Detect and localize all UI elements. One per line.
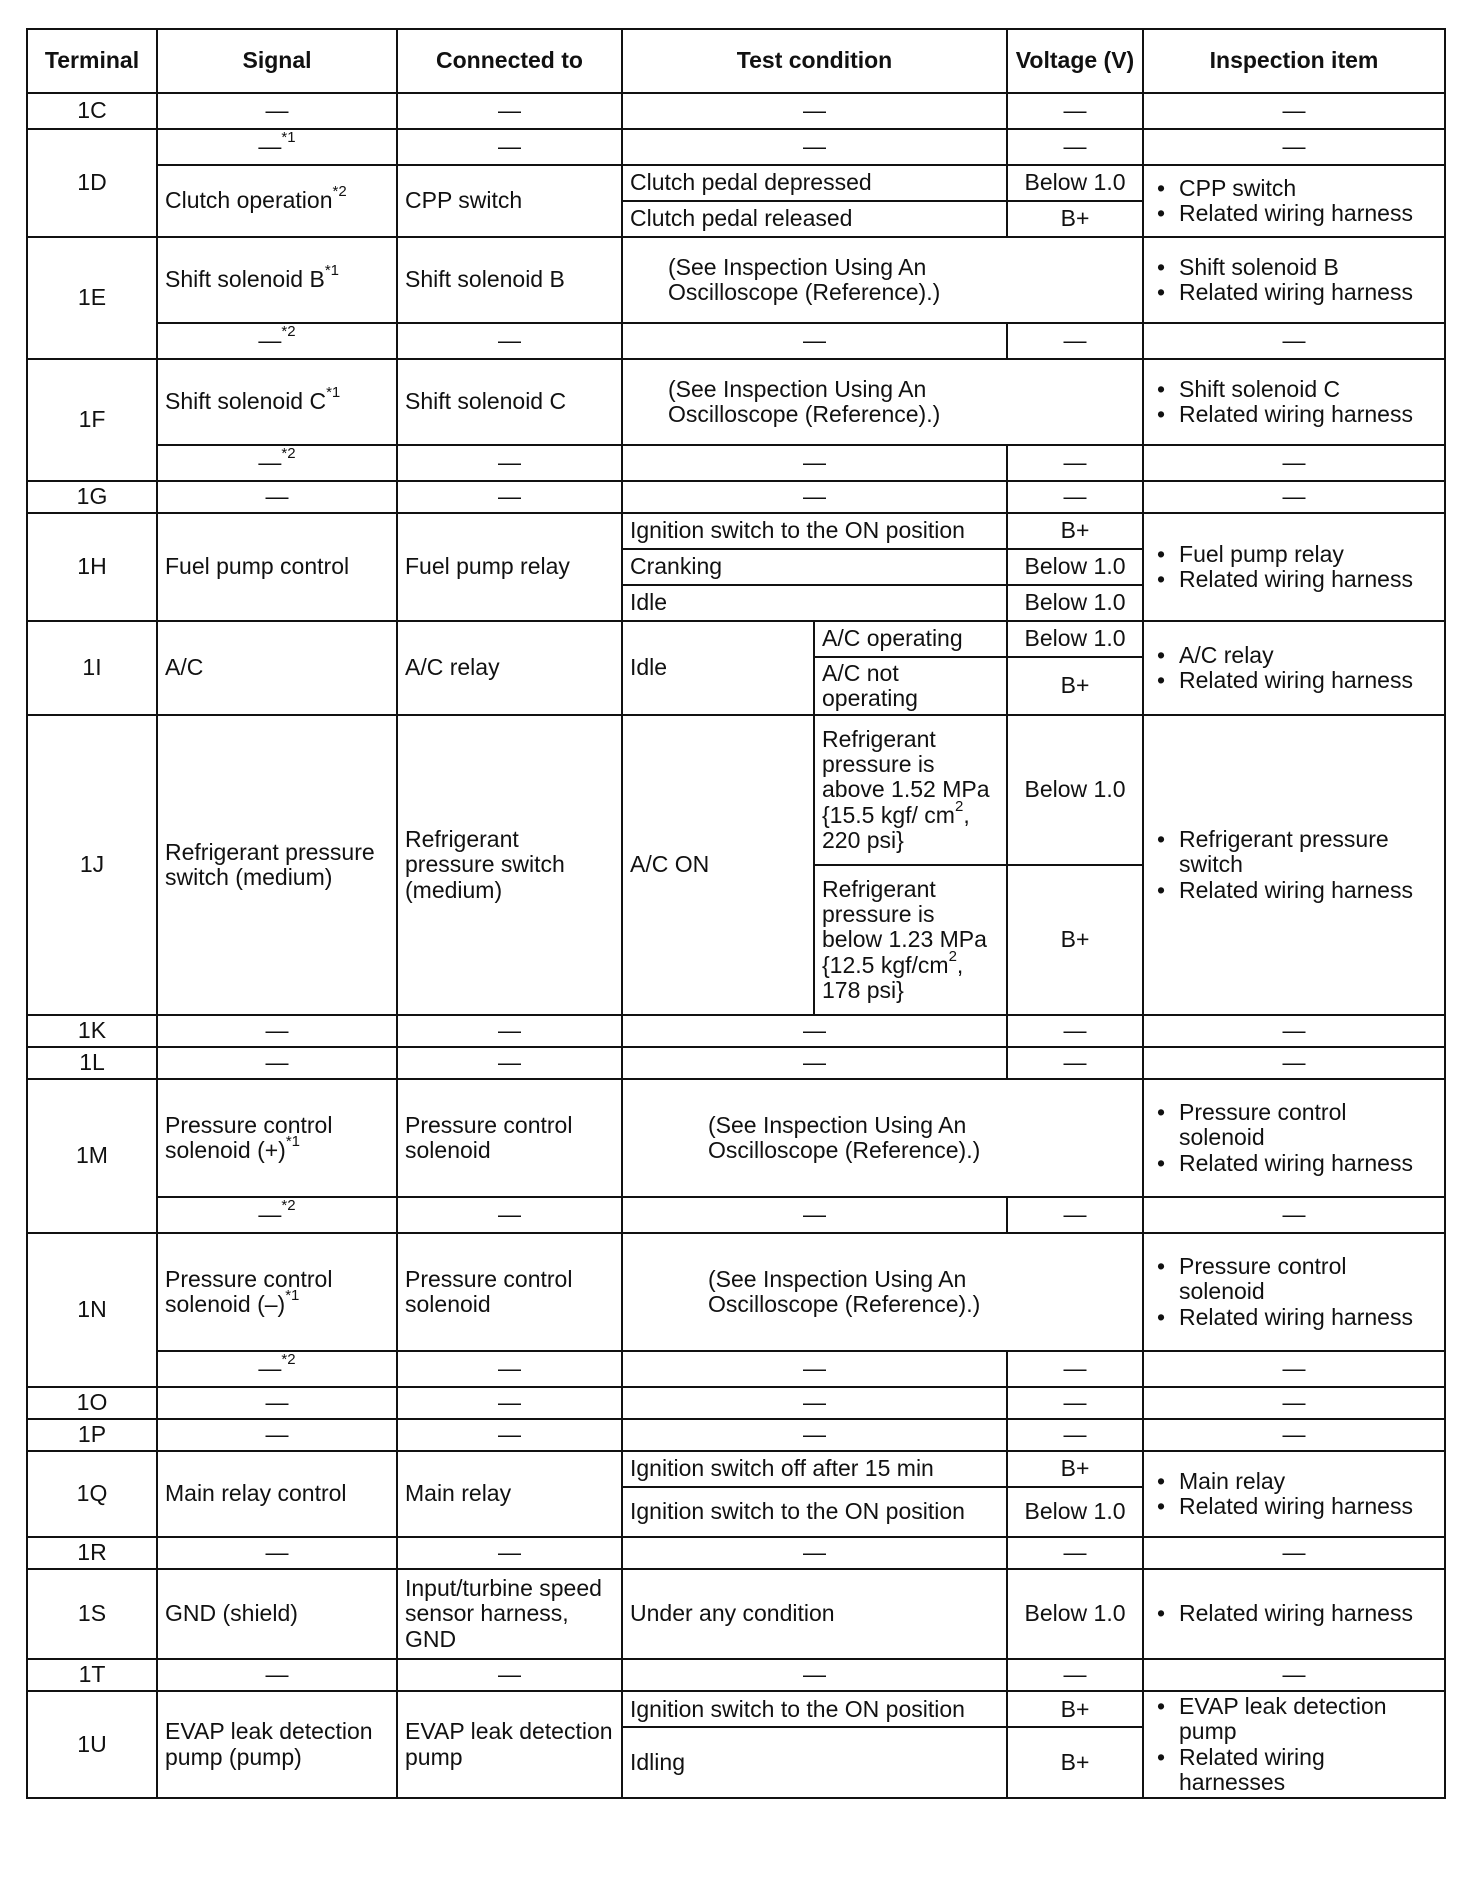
table-row <box>27 1451 1445 1487</box>
test-subcell <box>814 865 1007 1015</box>
list-item: • Related wiring harness <box>1151 878 1437 903</box>
voltage-cell: Below 1.0 <box>1007 549 1143 585</box>
connected-cell: — <box>397 481 622 513</box>
connected-cell: — <box>397 445 622 481</box>
subcell-text: Refrigerant pressure is above 1.52 MPa {15.5 kgf/ cm <box>822 725 990 828</box>
table-row <box>27 445 1445 481</box>
list-item: • Related wiring harness <box>1151 201 1437 226</box>
connected-cell: — <box>397 1047 622 1079</box>
voltage-cell: B+ <box>1007 1451 1143 1487</box>
superscript: 2 <box>948 947 957 965</box>
inspection-cell <box>1143 621 1445 715</box>
inspection-cell: — <box>1143 481 1445 513</box>
terminal-table <box>26 28 1446 1799</box>
signal-cell <box>157 237 397 323</box>
signal-text: Shift solenoid B <box>165 266 325 293</box>
table-row <box>27 1537 1445 1569</box>
test-subcell <box>814 715 1007 865</box>
footnote-mark: *1 <box>285 1287 300 1304</box>
connected-cell: Shift solenoid B <box>397 237 622 323</box>
footnote-mark: *1 <box>326 384 341 402</box>
footnote-mark: *1 <box>281 129 296 147</box>
test-cell: — <box>622 1015 1007 1047</box>
list-item: • Related wiring harness <box>1151 567 1437 592</box>
test-subcell: A/C not operating <box>814 657 1007 715</box>
terminal-cell: 1G <box>27 481 157 513</box>
connected-cell: — <box>397 1387 622 1419</box>
test-cell: Ignition switch to the ON position <box>622 1487 1007 1537</box>
voltage-cell: — <box>1007 1419 1143 1451</box>
inspection-cell <box>1143 513 1445 621</box>
terminal-cell: 1I <box>27 621 157 715</box>
list-item: • Related wiring harness <box>1151 402 1437 427</box>
voltage-cell: Below 1.0 <box>1007 715 1143 865</box>
inspection-cell: — <box>1143 1047 1445 1079</box>
inspection-cell <box>1143 1691 1445 1798</box>
table-row <box>27 1419 1445 1451</box>
table-row <box>27 129 1445 165</box>
test-cell: — <box>622 129 1007 165</box>
signal-text: Clutch operation <box>165 187 333 214</box>
terminal-cell: 1E <box>27 237 157 359</box>
table-row <box>27 1079 1445 1197</box>
connected-cell: Main relay <box>397 1451 622 1537</box>
inspection-cell <box>1143 165 1445 237</box>
voltage-cell: B+ <box>1007 1727 1143 1798</box>
inspection-list <box>1151 643 1437 694</box>
signal-cell <box>157 165 397 237</box>
inspection-cell: — <box>1143 93 1445 129</box>
test-cell: Idle <box>622 621 814 715</box>
test-cell: (See Inspection Using An Oscilloscope (Reference).) <box>622 1233 1143 1351</box>
table-row <box>27 1691 1445 1727</box>
test-cell: — <box>622 1351 1007 1387</box>
terminal-cell: 1C <box>27 93 157 129</box>
signal-cell: — <box>157 1419 397 1451</box>
header-terminal: Terminal <box>27 29 157 93</box>
inspection-cell: — <box>1143 1197 1445 1233</box>
voltage-cell: Below 1.0 <box>1007 585 1143 621</box>
test-cell: (See Inspection Using An Oscilloscope (Reference).) <box>622 359 1143 445</box>
table-row <box>27 359 1445 445</box>
inspection-cell: — <box>1143 1537 1445 1569</box>
terminal-table-sheet <box>26 28 1444 1799</box>
voltage-cell: — <box>1007 323 1143 359</box>
footnote-mark: *2 <box>281 1351 296 1369</box>
inspection-cell: — <box>1143 1387 1445 1419</box>
signal-cell <box>157 1197 397 1233</box>
voltage-cell: Below 1.0 <box>1007 621 1143 657</box>
inspection-cell: — <box>1143 129 1445 165</box>
terminal-cell: 1K <box>27 1015 157 1047</box>
test-cell: (See Inspection Using An Oscilloscope (Reference).) <box>622 1079 1143 1197</box>
test-cell: — <box>622 323 1007 359</box>
table-row <box>27 165 1445 201</box>
inspection-cell <box>1143 359 1445 445</box>
connected-cell: Input/turbine speed sensor harness, GND <box>397 1569 622 1659</box>
terminal-cell: 1U <box>27 1691 157 1798</box>
voltage-cell: — <box>1007 481 1143 513</box>
terminal-cell: 1L <box>27 1047 157 1079</box>
test-cell: — <box>622 1537 1007 1569</box>
footnote-mark: *2 <box>332 183 347 201</box>
voltage-cell: — <box>1007 93 1143 129</box>
list-item: • Shift solenoid C <box>1151 377 1437 402</box>
test-cell: — <box>622 1659 1007 1691</box>
footnote-mark: *2 <box>281 1197 296 1215</box>
inspection-list <box>1151 1254 1437 1330</box>
test-cell: A/C ON <box>622 715 814 1015</box>
voltage-cell: B+ <box>1007 513 1143 549</box>
connected-cell: Shift solenoid C <box>397 359 622 445</box>
connected-cell: Pressure control solenoid <box>397 1233 622 1351</box>
connected-cell: Pressure control solenoid <box>397 1079 622 1197</box>
test-cell: Idling <box>622 1727 1007 1798</box>
voltage-cell: — <box>1007 1351 1143 1387</box>
list-item: • Pressure control solenoid <box>1151 1254 1437 1305</box>
list-item: • Related wiring harness <box>1151 280 1437 305</box>
voltage-cell: — <box>1007 1659 1143 1691</box>
connected-cell: EVAP leak detection pump <box>397 1691 622 1798</box>
voltage-cell: — <box>1007 129 1143 165</box>
signal-cell <box>157 1079 397 1197</box>
inspection-list <box>1151 377 1437 428</box>
header-test: Test condition <box>622 29 1007 93</box>
dash-text: — <box>258 449 282 476</box>
inspection-list <box>1151 255 1437 306</box>
signal-cell <box>157 359 397 445</box>
signal-cell: GND (shield) <box>157 1569 397 1659</box>
list-item: • Main relay <box>1151 1469 1437 1494</box>
signal-cell: — <box>157 1047 397 1079</box>
signal-cell: Refrigerant pressure switch (medium) <box>157 715 397 1015</box>
test-cell: — <box>622 1047 1007 1079</box>
connected-cell: — <box>397 323 622 359</box>
connected-cell: — <box>397 93 622 129</box>
list-item: • Related wiring harness <box>1151 1151 1437 1176</box>
table-row <box>27 1351 1445 1387</box>
connected-cell: — <box>397 1351 622 1387</box>
signal-cell: — <box>157 481 397 513</box>
table-row <box>27 1569 1445 1659</box>
table-row <box>27 1047 1445 1079</box>
voltage-cell: — <box>1007 1015 1143 1047</box>
inspection-cell: — <box>1143 445 1445 481</box>
inspection-cell: — <box>1143 1659 1445 1691</box>
list-item: • EVAP leak detection pump <box>1151 1694 1437 1745</box>
dash-text: — <box>258 133 282 160</box>
test-cell: (See Inspection Using An Oscilloscope (Reference).) <box>622 237 1143 323</box>
table-row <box>27 1197 1445 1233</box>
test-cell: Ignition switch off after 15 min <box>622 1451 1007 1487</box>
test-cell: Cranking <box>622 549 1007 585</box>
terminal-cell: 1J <box>27 715 157 1015</box>
connected-cell: CPP switch <box>397 165 622 237</box>
signal-text: Pressure control solenoid (+) <box>165 1111 333 1163</box>
list-item: • Related wiring harness <box>1151 1601 1437 1626</box>
dash-text: — <box>258 1201 282 1228</box>
terminal-cell: 1O <box>27 1387 157 1419</box>
signal-text: Pressure control solenoid (–) <box>165 1265 333 1317</box>
connected-cell: A/C relay <box>397 621 622 715</box>
voltage-cell: — <box>1007 1387 1143 1419</box>
table-row <box>27 93 1445 129</box>
subcell-text: Refrigerant pressure is below 1.23 MPa {12.5 kgf/cm <box>822 875 987 978</box>
header-voltage: Voltage (V) <box>1007 29 1143 93</box>
inspection-cell: — <box>1143 1015 1445 1047</box>
test-cell: — <box>622 1419 1007 1451</box>
connected-cell: Fuel pump relay <box>397 513 622 621</box>
test-cell: Idle <box>622 585 1007 621</box>
signal-cell: A/C <box>157 621 397 715</box>
header-inspection: Inspection item <box>1143 29 1445 93</box>
inspection-list <box>1151 1100 1437 1176</box>
connected-cell: — <box>397 1197 622 1233</box>
table-row <box>27 715 1445 865</box>
inspection-list <box>1151 827 1437 903</box>
voltage-cell: — <box>1007 1047 1143 1079</box>
connected-cell: Refrigerant pressure switch (medium) <box>397 715 622 1015</box>
voltage-cell: B+ <box>1007 201 1143 237</box>
inspection-cell <box>1143 1569 1445 1659</box>
list-item: • Related wiring harness <box>1151 1305 1437 1330</box>
table-row <box>27 323 1445 359</box>
signal-cell <box>157 445 397 481</box>
signal-cell: EVAP leak detection pump (pump) <box>157 1691 397 1798</box>
signal-cell <box>157 129 397 165</box>
signal-cell <box>157 1351 397 1387</box>
voltage-cell: — <box>1007 445 1143 481</box>
footnote-mark: *2 <box>281 445 296 463</box>
test-cell: — <box>622 93 1007 129</box>
table-row <box>27 621 1445 657</box>
inspection-cell: — <box>1143 323 1445 359</box>
signal-cell: Fuel pump control <box>157 513 397 621</box>
table-row <box>27 1387 1445 1419</box>
connected-cell: — <box>397 129 622 165</box>
footnote-mark: *1 <box>324 262 340 280</box>
inspection-cell <box>1143 1451 1445 1537</box>
signal-cell: — <box>157 1537 397 1569</box>
table-row <box>27 1233 1445 1351</box>
signal-cell <box>157 1233 397 1351</box>
voltage-cell: — <box>1007 1537 1143 1569</box>
inspection-cell <box>1143 1079 1445 1197</box>
terminal-cell: 1R <box>27 1537 157 1569</box>
table-row <box>27 1659 1445 1691</box>
list-item: • Refrigerant pressure switch <box>1151 827 1437 878</box>
inspection-cell <box>1143 237 1445 323</box>
list-item: • Related wiring harness <box>1151 1494 1437 1519</box>
terminal-cell: 1M <box>27 1079 157 1233</box>
subcell-text: , 220 psi} <box>822 801 970 853</box>
signal-cell: — <box>157 1387 397 1419</box>
list-item: • Shift solenoid B <box>1151 255 1437 280</box>
test-cell: — <box>622 1197 1007 1233</box>
inspection-cell: — <box>1143 1419 1445 1451</box>
test-cell: Ignition switch to the ON position <box>622 513 1007 549</box>
inspection-cell <box>1143 715 1445 1015</box>
voltage-cell: B+ <box>1007 657 1143 715</box>
voltage-cell: B+ <box>1007 1691 1143 1727</box>
list-item: • CPP switch <box>1151 176 1437 201</box>
header-row <box>27 29 1445 93</box>
inspection-cell <box>1143 1233 1445 1351</box>
signal-cell: — <box>157 1015 397 1047</box>
voltage-cell: — <box>1007 1197 1143 1233</box>
terminal-cell: 1T <box>27 1659 157 1691</box>
test-cell: — <box>622 1387 1007 1419</box>
list-item: • Related wiring harnesses <box>1151 1745 1437 1796</box>
terminal-cell: 1N <box>27 1233 157 1387</box>
list-item: • A/C relay <box>1151 643 1437 668</box>
header-connected: Connected to <box>397 29 622 93</box>
header-signal: Signal <box>157 29 397 93</box>
dash-text: — <box>258 1355 282 1382</box>
table-row <box>27 513 1445 549</box>
list-item: • Related wiring harness <box>1151 668 1437 693</box>
inspection-list <box>1151 542 1437 593</box>
terminal-cell: 1D <box>27 129 157 237</box>
table-row <box>27 237 1445 323</box>
list-item: • Fuel pump relay <box>1151 542 1437 567</box>
test-cell: — <box>622 445 1007 481</box>
terminal-cell: 1F <box>27 359 157 481</box>
table-row <box>27 481 1445 513</box>
test-subcell: A/C operating <box>814 621 1007 657</box>
terminal-cell: 1P <box>27 1419 157 1451</box>
dash-text: — <box>258 327 282 354</box>
test-cell: Clutch pedal depressed <box>622 165 1007 201</box>
signal-cell: Main relay control <box>157 1451 397 1537</box>
inspection-list <box>1151 1469 1437 1520</box>
voltage-cell: Below 1.0 <box>1007 165 1143 201</box>
signal-cell <box>157 323 397 359</box>
voltage-cell: Below 1.0 <box>1007 1487 1143 1537</box>
terminal-cell: 1H <box>27 513 157 621</box>
subcell-text: , 178 psi} <box>822 951 964 1003</box>
signal-cell: — <box>157 1659 397 1691</box>
connected-cell: — <box>397 1537 622 1569</box>
connected-cell: — <box>397 1015 622 1047</box>
connected-cell: — <box>397 1659 622 1691</box>
superscript: 2 <box>954 797 964 815</box>
test-cell: Ignition switch to the ON position <box>622 1691 1007 1727</box>
inspection-list <box>1151 1601 1437 1626</box>
voltage-cell: Below 1.0 <box>1007 1569 1143 1659</box>
terminal-cell: 1Q <box>27 1451 157 1537</box>
test-cell: Clutch pedal released <box>622 201 1007 237</box>
footnote-mark: *1 <box>285 1133 301 1150</box>
connected-cell: — <box>397 1419 622 1451</box>
inspection-cell: — <box>1143 1351 1445 1387</box>
footnote-mark: *2 <box>281 323 296 341</box>
table-row <box>27 1015 1445 1047</box>
inspection-list <box>1151 1694 1437 1795</box>
inspection-list <box>1151 176 1437 227</box>
voltage-cell: B+ <box>1007 865 1143 1015</box>
test-cell: — <box>622 481 1007 513</box>
signal-text: Shift solenoid C <box>165 388 327 415</box>
signal-cell: — <box>157 93 397 129</box>
list-item: • Pressure control solenoid <box>1151 1100 1437 1151</box>
terminal-cell: 1S <box>27 1569 157 1659</box>
test-cell: Under any condition <box>622 1569 1007 1659</box>
